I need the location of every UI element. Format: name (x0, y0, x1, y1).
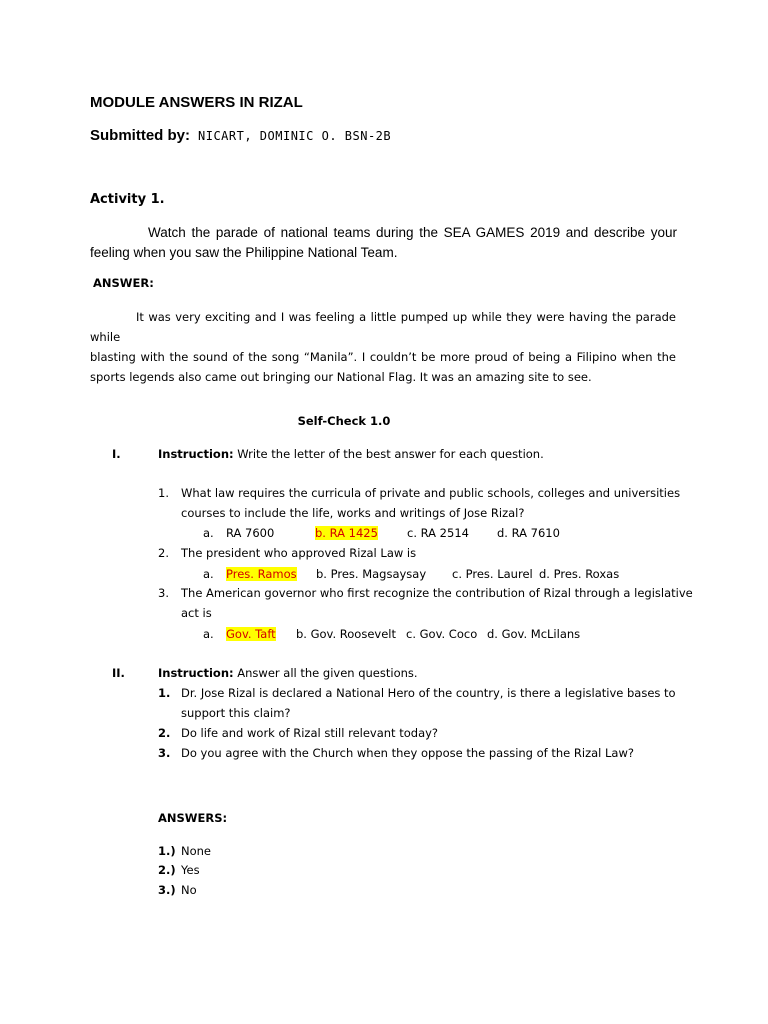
q2-number: 2. (158, 546, 169, 560)
answer2-text: Yes (181, 863, 200, 877)
q1-option-b-selected: b. RA 1425 (315, 526, 378, 540)
q3-option-a-selected: Gov. Taft (226, 627, 276, 641)
q2-text-line1: The president who approved Rizal Law is (181, 546, 417, 560)
submitted-by-label: Submitted by: (90, 127, 190, 144)
s2q1-text-line1: Dr. Jose Rizal is declared a National Hero of the country, is there a legislative bases to (181, 686, 676, 700)
answer1-text: None (181, 844, 212, 858)
q1-number: 1. (158, 486, 169, 500)
activity-heading: Activity 1. (90, 192, 165, 207)
activity-instructions (90, 223, 677, 263)
answers-heading: ANSWERS: (158, 811, 228, 825)
q2-option-d: d. Pres. Roxas (539, 567, 620, 581)
activity-answer (90, 307, 676, 387)
q1-option-letter: a. (203, 526, 214, 540)
q3-option-letter: a. (203, 627, 214, 641)
submitter-name: NICART, DOMINIC O. BSN-2B (198, 129, 392, 143)
q2-option-c: c. Pres. Laurel (452, 567, 533, 581)
selfcheck-heading: Self-Check 1.0 (297, 414, 391, 428)
q1-option-d: d. RA 7610 (497, 526, 560, 540)
q3-number: 3. (158, 586, 169, 600)
submitted-by-line (90, 127, 391, 145)
answer-line3: sports legends also came out bringing our National Flag. It was an amazing site to see. (90, 370, 592, 384)
q2-option-letter: a. (203, 567, 214, 581)
section1-instruction-text: Write the letter of the best answer for each question. (233, 447, 544, 461)
q2-option-b: b. Pres. Magsaysay (316, 567, 427, 581)
activity-text-line1: Watch the parade of national teams during the SEA GAMES 2019 and describe your (148, 225, 677, 240)
answer3-number: 3.) (158, 883, 176, 897)
document-title: MODULE ANSWERS IN RIZAL (90, 94, 303, 111)
q1-option-c: c. RA 2514 (407, 526, 469, 540)
section2-instruction-text: Answer all the given questions. (233, 666, 418, 680)
answer-line2: blasting with the sound of the song “Manila”. I couldn’t be more proud of being a Filipino when the (90, 350, 676, 364)
section1-instruction (158, 447, 544, 461)
activity-text-line2: feeling when you saw the Philippine National Team. (90, 245, 398, 260)
answer-heading: ANSWER: (93, 276, 154, 290)
q2-option-a-selected: Pres. Ramos (226, 567, 297, 581)
s2q1-number: 1. (158, 686, 171, 700)
section1-numeral: I. (112, 447, 121, 461)
q3-option-c: c. Gov. Coco (406, 627, 478, 641)
q1-option-a: RA 7600 (226, 526, 275, 540)
section1-instruction-label: Instruction: (158, 447, 234, 461)
s2q3-text-line1: Do you agree with the Church when they oppose the passing of the Rizal Law? (181, 746, 634, 760)
q3-option-d: d. Gov. McLilans (487, 627, 581, 641)
section2-numeral: II. (112, 666, 125, 680)
q3-option-b: b. Gov. Roosevelt (296, 627, 396, 641)
section2-instruction-label: Instruction: (158, 666, 234, 680)
s2q2-text-line1: Do life and work of Rizal still relevant today? (181, 726, 439, 740)
q3-text-line2: act is (181, 606, 212, 620)
q1-text-line1: What law requires the curricula of private and public schools, colleges and universities (181, 486, 681, 500)
s2q3-number: 3. (158, 746, 171, 760)
s2q2-number: 2. (158, 726, 171, 740)
q1-text-line2: courses to include the life, works and writings of Jose Rizal? (181, 506, 525, 520)
q3-text-line1: The American governor who first recognize the contribution of Rizal through a legislative (181, 586, 693, 600)
s2q1-text-line2: support this claim? (181, 706, 291, 720)
answer3-text: No (181, 883, 197, 897)
answer2-number: 2.) (158, 863, 176, 877)
section2-instruction (158, 666, 418, 680)
answer1-number: 1.) (158, 844, 176, 858)
answer-line1: It was very exciting and I was feeling a little pumped up while they were having the parade while (90, 310, 676, 344)
